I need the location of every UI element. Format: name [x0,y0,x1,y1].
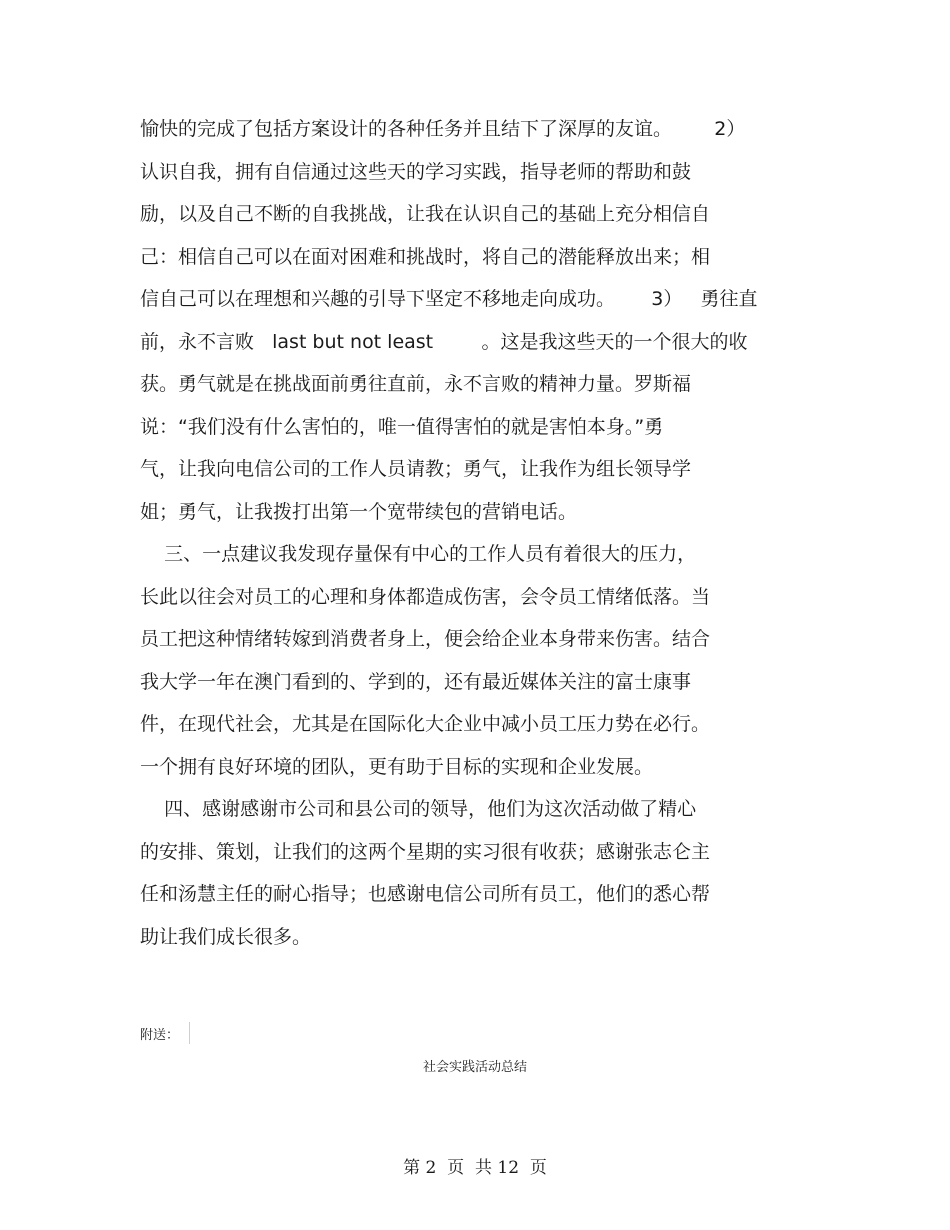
text-line: 三、一点建议我发现存量保有中心的工作人员有着很大的压力， [140,543,697,565]
appendix-divider [189,1022,190,1044]
text-line: 助让我们成长很多。 [140,925,312,948]
text-line: 说：“我们没有什么害怕的，唯一值得害怕的就是害怕本身。”勇 [140,415,664,438]
text-line: 姐；勇气，让我拨打出第一个宽带续包的营销电话。 [140,500,578,523]
text-line: 件，在现代社会，尤其是在国际化大企业中减小员工压力势在必行。 [140,713,711,735]
text-line: 认识自我，拥有自信通过这些天的学习实践，指导老师的帮助和鼓 [140,160,692,183]
appendix-label: 附送： [140,1027,180,1043]
text-line: 气，让我向电信公司的工作人员请教；勇气，让我作为组长领导学 [140,458,692,480]
text-line: 己：相信自己可以在面对困难和挑战时，将自己的潜能释放出来；相 [140,245,711,268]
text-line: 愉快的完成了包括方案设计的各种任务并且结下了深厚的友谊。 2） [140,118,746,140]
text-line: 励，以及自己不断的自我挑战，让我在认识自己的基础上充分相信自 [140,203,711,225]
body-text [140,108,800,958]
text-line: 一个拥有良好环境的团队，更有助于目标的实现和企业发展。 [140,755,654,778]
page-number-footer: 第 2 页 共 12 页 [403,1158,547,1178]
text-line: 员工把这种情绪转嫁到消费者身上，便会给企业本身带来伤害。结合 [140,628,711,650]
text-line: 信自己可以在理想和兴趣的引导下坚定不移地走向成功。 3） 勇往直 [140,288,758,310]
text-line: 长此以往会对员工的心理和身体都造成伤害，会令员工情绪低落。当 [140,585,711,608]
text-line: 获。勇气就是在挑战面前勇往直前，永不言败的精神力量。罗斯福 [140,373,692,395]
appendix-label-row [140,1022,190,1044]
text-line: 任和汤慧主任的耐心指导；也感谢电信公司所有员工，他们的悉心帮 [140,883,711,905]
text-line: 我大学一年在澳门看到的、学到的，还有最近媒体关注的富士康事 [140,670,692,693]
text-line: 四、感谢感谢市公司和县公司的领导，他们为这次活动做了精心 [140,798,697,820]
text-line: 前，永不言败 last but not least 。这是我这些天的一个很大的收 [140,330,748,353]
text-line: 的安排、策划，让我们的这两个星期的实习很有收获；感谢张志仑主 [140,840,711,863]
appendix-title: 社会实践活动总结 [422,1060,527,1075]
